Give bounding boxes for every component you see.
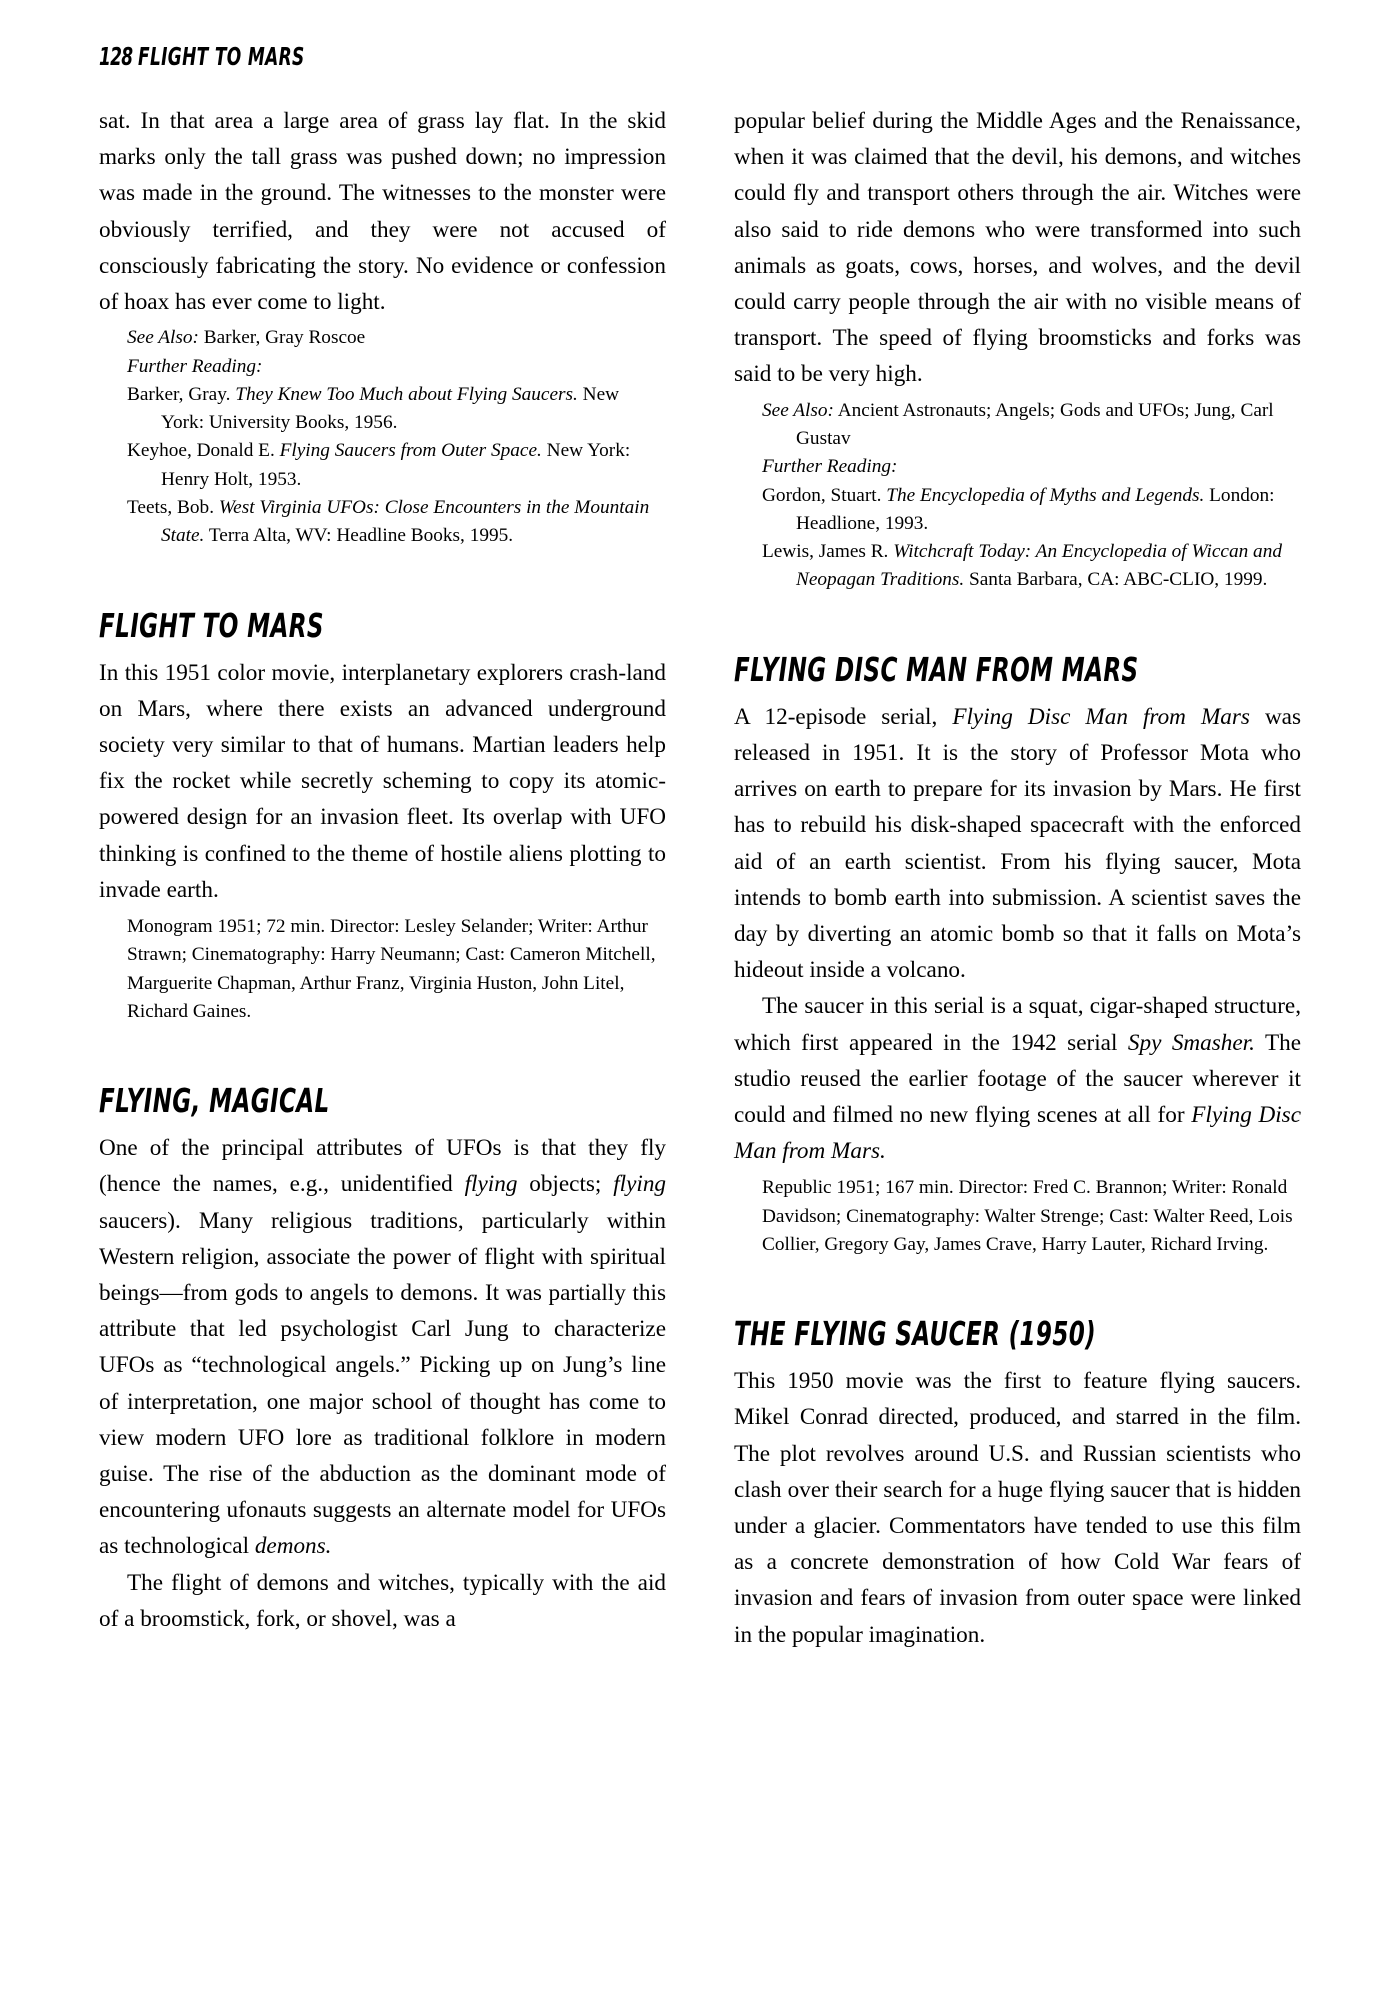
page-number: 128 [99,42,133,71]
left-continued-paragraph: sat. In that area a large area of grass lay flat. In the skid marks only the tall grass was pushed down; no impression was made in the ground. The witnesses to the monster were obviously terrified, and they were not accused of consciously fabricating the story. No evidence or confession of hoax has ever come to light. [99,108,666,316]
entry-paragraph-flying-magical-1 [99,1130,666,1564]
reference-title: The Encyclopedia of Myths and Legends. [886,484,1205,506]
entry-paragraph-the-flying-saucer: This 1950 movie was the first to feature flying saucers. Mikel Conrad directed, produced, and starred in the film. The plot revolves around U.S. and Russian scientists who clash over their search for a huge flying saucer that is hidden under a glacier. Commentators have tended to use this film as a concrete demonstration of how Cold War fears of invasion and fears of invasion from outer space were linked in the popular imagination. [734,1368,1301,1648]
para-part: A 12-episode serial, [734,703,953,730]
reference-author: Gordon, Stuart. [762,484,887,506]
right-column [734,103,1301,1653]
entry-paragraph-flying-magical-2: The flight of demons and witches, typically with the aid of a broomstick, fork, or shovel, was a [99,1569,666,1632]
entry-heading-flying-disc-man-from-mars: FLYING DISC MAN FROM MARS [734,649,1139,689]
left-reference-block [99,324,666,550]
italic-title-spy-smasher: Spy Smasher. [1127,1029,1255,1056]
reference-entry [127,381,666,438]
reference-title: They Knew Too Much about Flying Saucers. [235,383,578,405]
reference-author: Lewis, James R. [762,541,894,563]
para-part: The studio reused the earlier footage of the saucer wherever it could and filmed no new flying scenes at all for [734,1029,1301,1128]
reference-imprint: Terra Alta, WV: Headline Books, 1995. [204,525,514,547]
reference-imprint: Santa Barbara, CA: ABC-CLIO, 1999. [964,569,1268,591]
para-part: One of the principal attributes of UFOs is that they fly (hence the names, e.g., unidentified [99,1135,666,1198]
right-continued-paragraph: popular belief during the Middle Ages and the Renaissance, when it was claimed that the devil, his demons, and witches could fly and transport others through the air. Witches were also said to ride demons who were transformed into such animals as goats, cows, horses, and wolves, and the devil could carry people through the air with no visible means of transport. The speed of flying broomsticks and forks was said to be very high. [734,108,1301,388]
film-credits-flying-disc-man [734,1174,1301,1259]
see-also-line [127,324,666,352]
reference-imprint: London: Headlione, 1993. [796,484,1275,534]
entry-paragraph-flying-disc-man-2 [734,988,1301,1169]
reference-author: Keyhoe, Donald E. [127,440,280,462]
entry-heading-the-flying-saucer-1950: THE FLYING SAUCER (1950) [734,1314,1097,1354]
further-reading-label: Further Reading: [127,355,263,377]
reference-entry [127,494,666,551]
entry-paragraph-flying-disc-man-1 [734,699,1301,989]
credits-text: Monogram 1951; 72 min. Director: Lesley Selander; Writer: Arthur Strawn; Cinematography: Harry Neumann; Cast: Cameron Mitchell, Marguerite Chapman, Arthur Franz, Virginia Huston, John Litel, Richard Gaines. [127,916,656,1022]
spacer [734,1259,1301,1317]
reference-imprint: New York: University Books, 1956. [161,383,620,434]
see-also-label: See Also: [127,327,199,349]
two-column-body [99,103,1301,1653]
para-part: saucers). Many religious traditions, particularly within Western religion, associate the power of flight with spiritual beings—from gods to angels to demons. It was partially this attribute that led psychologist Carl Jung to characterize UFOs as “technological angels.” Picking up on Jung’s line of interpretation, one major school of thought has come to view modern UFO lore as traditional folklore in modern guise. The rise of the abduction as the dominant mode of encountering ufonauts suggests an alternate model for UFOs as technological [99,1207,666,1560]
para-part: was released in 1951. It is the story of Professor Mota who arrives on earth to prepare for its invasion by Mars. He first has to rebuild his disk-shaped spacecraft with the enforced aid of an earth scientist. From his flying saucer, Mota intends to bomb earth into submission. A scientist saves the day by diverting an atomic bomb so that it falls on Mota’s hideout inside a volcano. [734,703,1302,984]
spacer [734,595,1301,653]
further-reading-label: Further Reading: [762,456,898,478]
reference-imprint: New York: Henry Holt, 1953. [161,440,631,490]
italic-title-flying-disc-man: Flying Disc Man from Mars. [734,1101,1302,1165]
italic-word-flying: flying [464,1171,518,1198]
left-column [99,103,666,1653]
italic-title-flying-disc-man: Flying Disc Man from Mars [952,703,1250,730]
see-also-label: See Also: [762,399,834,421]
see-also-line [762,397,1301,454]
reference-entry [127,437,666,494]
entry-heading-flight-to-mars: FLIGHT TO MARS [99,605,324,645]
reference-title: Flying Saucers from Outer Space. [279,440,542,462]
see-also-text: Barker, Gray Roscoe [198,327,366,349]
reference-author: Teets, Bob. [127,497,219,518]
entry-paragraph-flight-to-mars: In this 1951 color movie, interplanetary explorers crash-land on Mars, where there exists an advanced underground society very similar to that of humans. Martian leaders help fix the rocket while secretly scheming to copy its atomic-powered design for an invasion fleet. Its overlap with UFO thinking is confined to the theme of hostile aliens plotting to invade earth. [99,659,666,903]
para-part: The saucer in this serial is a squat, cigar-shaped structure, which first appeared in the 1942 serial [734,993,1301,1056]
see-also-text: Ancient Astronauts; Angels; Gods and UFOs; Jung, Carl Gustav [796,399,1274,449]
right-reference-block [734,397,1301,595]
entry-heading-flying-magical: FLYING, MAGICAL [99,1081,330,1121]
reference-entry [762,538,1301,595]
running-head [99,42,383,71]
reference-title: West Virginia UFOs: Close Encounters in the Mountain State. [161,497,650,547]
italic-word-flying: flying [613,1171,667,1198]
para-part: objects; [517,1171,614,1198]
running-head-title: FLIGHT TO MARS [138,42,305,71]
spacer [99,1026,666,1084]
credits-text: Republic 1951; 167 min. Director: Fred C. Brannon; Writer: Ronald Davidson; Cinematography: Walter Strenge; Cast: Walter Reed, Lois Collier, Gregory Gay, James Crave, Harry Lauter, Richard Irving. [762,1177,1293,1255]
reference-entry [762,482,1301,539]
reference-title: Witchcraft Today: An Encyclopedia of Wiccan and Neopagan Traditions. [796,541,1282,591]
film-credits-flight-to-mars [99,913,666,1026]
italic-word-demons: demons. [254,1533,332,1560]
reference-author: Barker, Gray. [127,383,236,405]
spacer [99,551,666,609]
